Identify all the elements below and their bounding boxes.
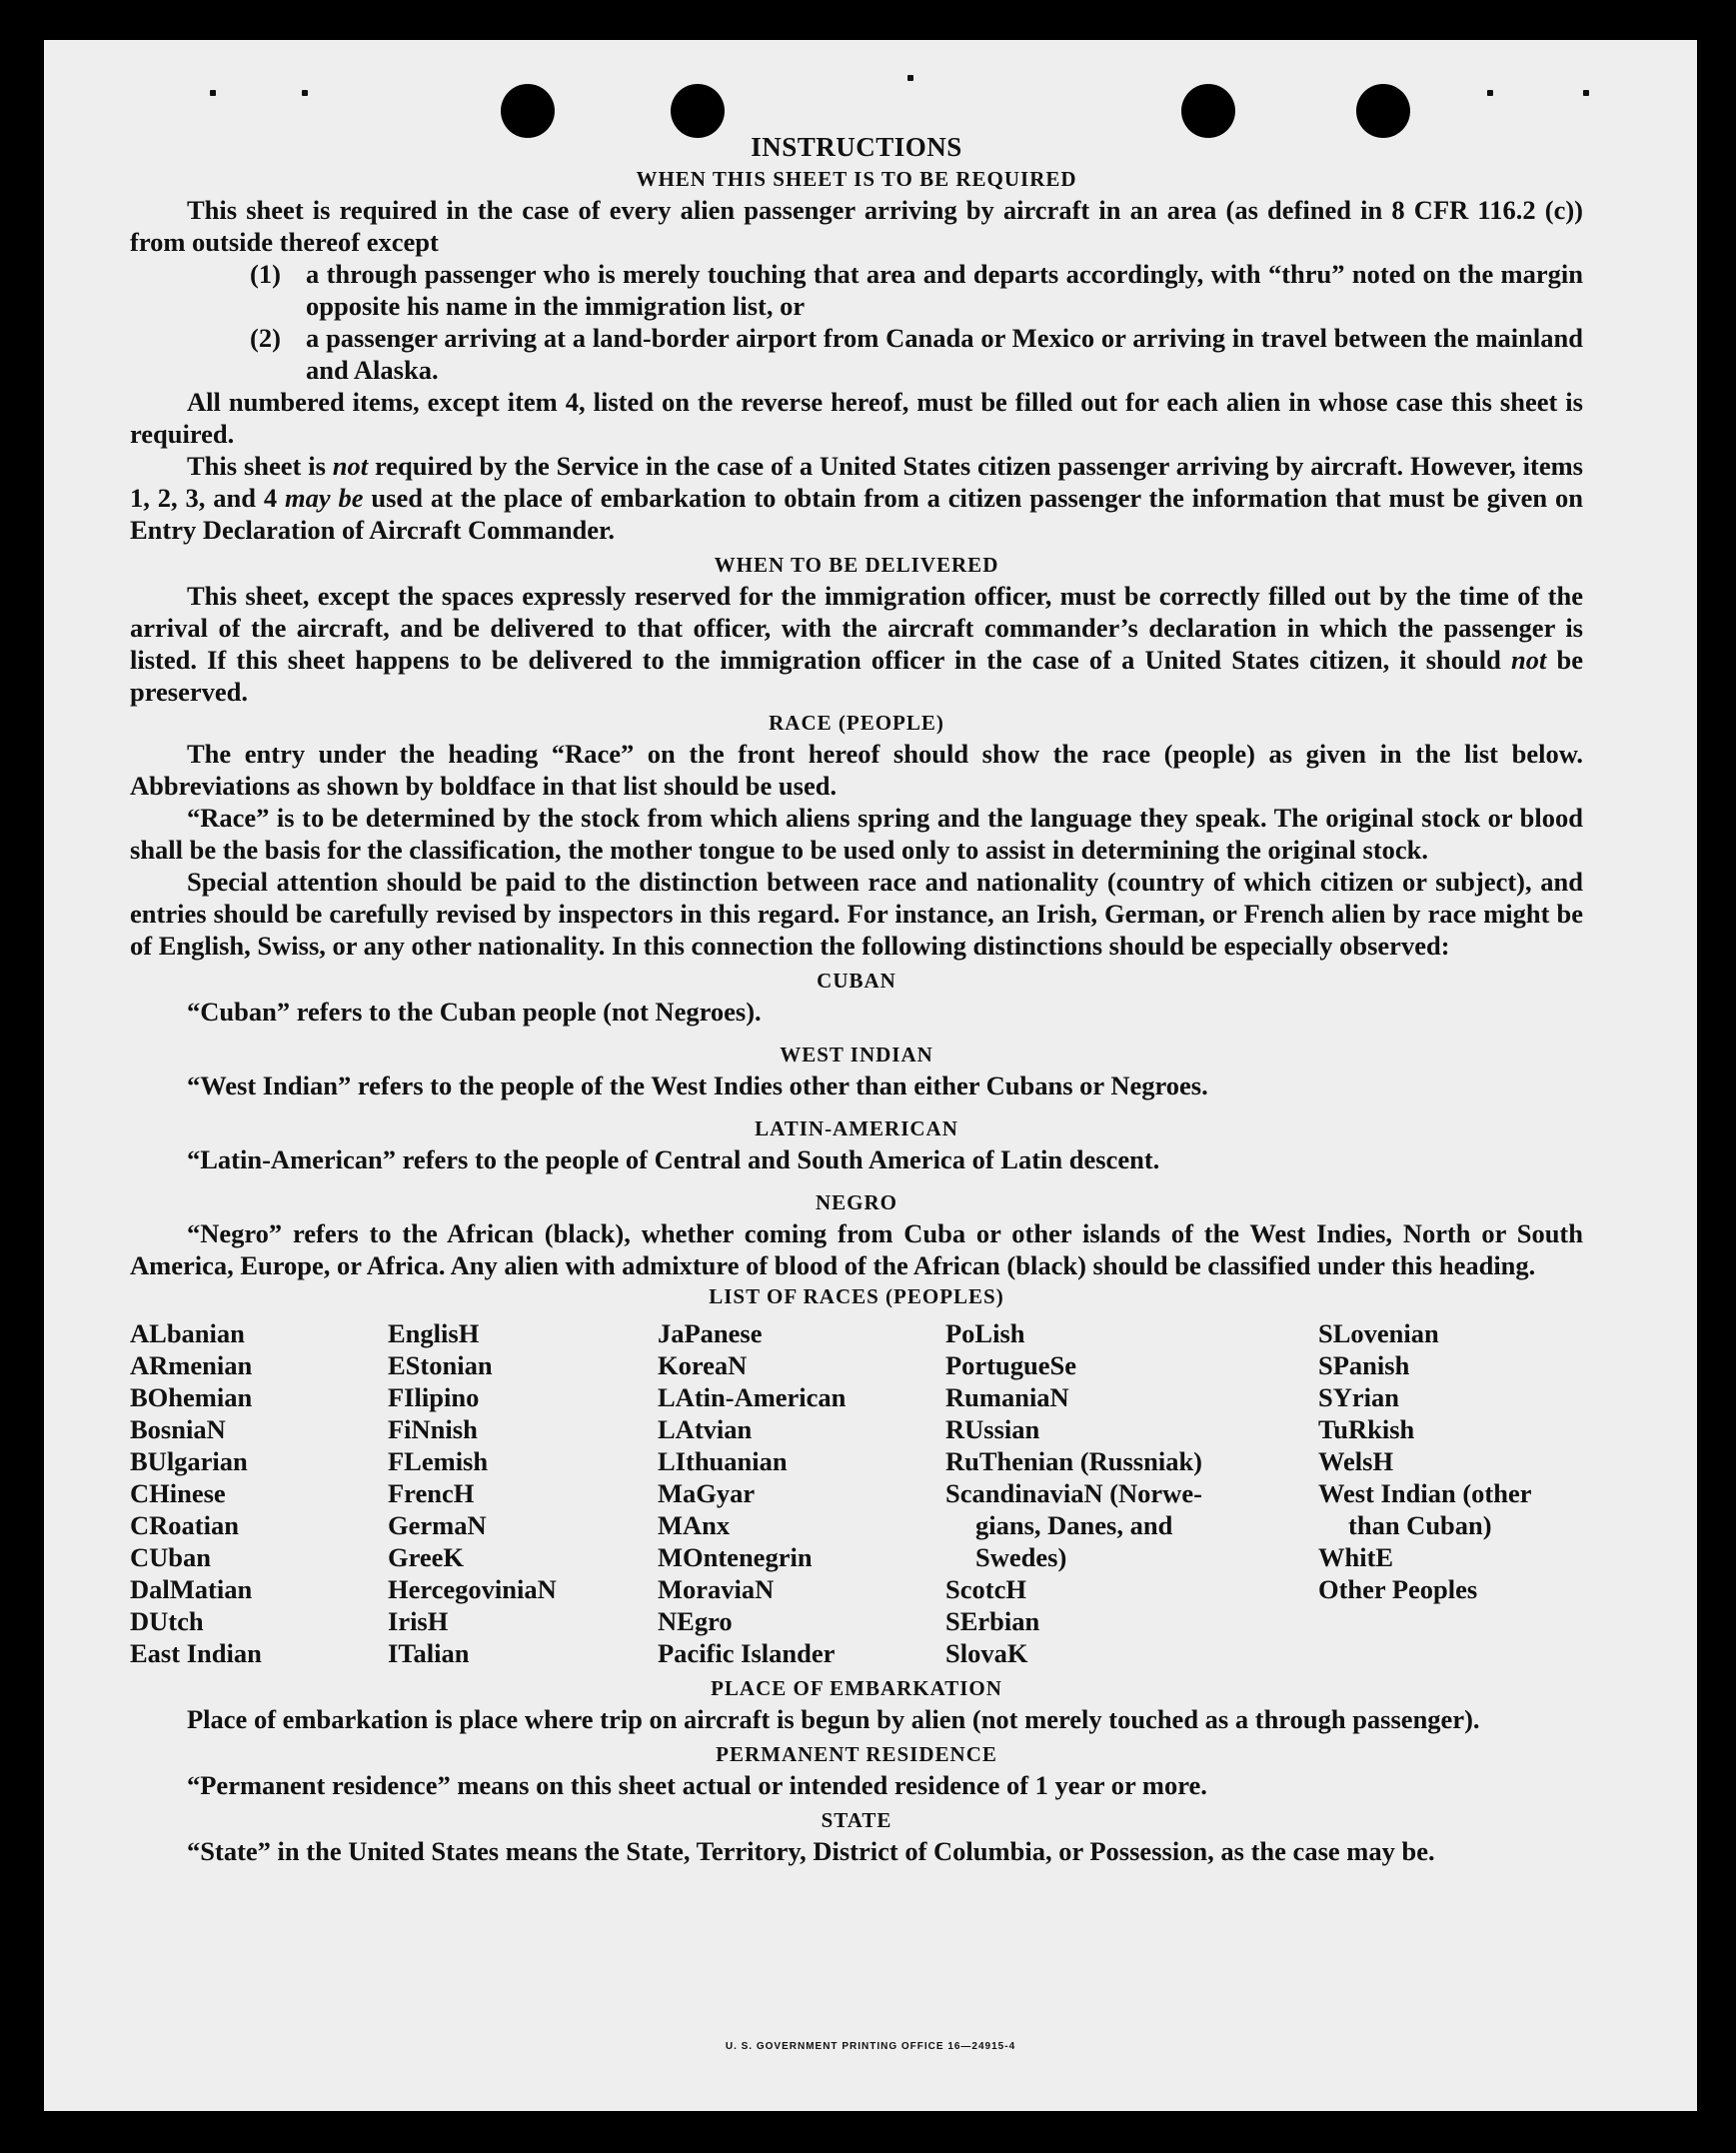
race-entry: KoreaN [658,1350,748,1380]
race-entry: DalMatian [130,1574,253,1604]
race-entry: ARmenian [130,1350,253,1380]
item-number: (1) [250,259,281,289]
race-entry: WhitE [1318,1542,1394,1572]
race-entry: RumaniaN [945,1382,1069,1412]
paragraph: “Permanent residence” means on this sheet actual or intended residence of 1 year or more. [187,1770,1207,1800]
exception-item [130,258,1583,322]
text-run: The entry under the heading “Race” on the front hereof should show the race (people) as given in the list below. Abbreviations as shown by [130,739,1583,801]
race-column [945,1317,1318,1669]
section-heading: STATE [821,1808,892,1832]
race-entry: IrisH [388,1606,449,1636]
section-heading: NEGRO [815,1190,897,1214]
text-run: be preserved. [130,645,1583,707]
race-entry: EnglisH [388,1318,480,1348]
section-heading: LIST OF RACES (PEOPLES) [709,1284,1004,1308]
race-entry: MoraviaN [658,1574,775,1604]
text-run: used at the place of embarkation to obtain from a citizen passenger the information that must be given on Entry Declaration of Aircraft Commander. [130,483,1583,545]
race-entry-continued: gians, Danes, and [975,1510,1173,1540]
text-run: required by the Service in the case of a United States citizen passenger arriving by aircraft. However, items 1, 2, 3, and 4 [130,451,1583,513]
race-entry: PortugueSe [945,1350,1077,1380]
race-entry: SlovaK [945,1638,1028,1668]
race-entry: FrencH [388,1478,475,1508]
paragraph: All numbered items, except item 4, listed on the reverse hereof, must be filled out for each alien in whose case this sheet is required. [130,387,1583,449]
race-entry: FLemish [388,1446,489,1476]
race-entry: West Indian (other [1318,1478,1532,1508]
section-heading: CUBAN [817,969,896,993]
item-number: (2) [250,323,281,353]
race-entry-continued: than Cuban) [1348,1510,1492,1540]
race-entry: ScandinaviaN (Norwe- [945,1478,1202,1508]
item-text: a through passenger who is merely touching that area and departs accordingly, with “thru” noted on the margin opposite his name in the immigration list, or [306,259,1583,321]
race-entry: CRoatian [130,1510,239,1540]
race-entry: MaGyar [658,1478,756,1508]
race-entry: TuRkish [1318,1414,1415,1444]
race-entry: MOntenegrin [658,1542,813,1572]
paragraph: “Cuban” refers to the Cuban people (not Negroes). [187,997,762,1027]
race-entry: MAnx [658,1510,731,1540]
paper-speck [302,90,308,96]
race-entry: PoLish [945,1318,1025,1348]
race-entry: CUban [130,1542,212,1572]
race-entry: BUlgarian [130,1446,248,1476]
race-entry: SYrian [1318,1382,1399,1412]
race-entry: RUssian [945,1414,1040,1444]
race-entry: RuThenian (Russniak) [945,1446,1203,1476]
race-entry: CHinese [130,1478,226,1508]
paragraph: This sheet is required in the case of every alien passenger arriving by aircraft in an area (as defined in 8 CFR 116.2 (c)) from outside thereof except [130,195,1583,257]
italic-text: not [332,451,369,481]
race-column [388,1317,658,1669]
race-entry: Pacific Islander [658,1638,836,1668]
race-entry: FiNnish [388,1414,478,1444]
race-entry: GreeK [388,1542,465,1572]
section-heading: PLACE OF EMBARKATION [711,1676,1002,1700]
race-entry: SPanish [1318,1350,1410,1380]
text-run: in that list should be used. [535,771,838,801]
race-entry: LAtin-American [658,1382,847,1412]
paragraph: Place of embarkation is place where trip on aircraft is begun by alien (not merely touched as a through passenger). [187,1704,1480,1734]
section-heading: LATIN-AMERICAN [755,1116,958,1140]
page-title: INSTRUCTIONS [751,132,962,162]
race-entry-continued: Swedes) [975,1542,1067,1572]
race-entry: GermaN [388,1510,487,1540]
race-column [130,1317,388,1669]
section-heading: WHEN THIS SHEET IS TO BE REQUIRED [636,167,1077,191]
section-heading: WHEN TO BE DELIVERED [714,553,999,577]
paragraph [130,450,1583,546]
section-heading: WEST INDIAN [780,1043,933,1067]
paper-speck [1487,90,1493,96]
text-run: This sheet, except the spaces expressly reserved for the immigration officer, must be correctly filled out by the time of the arrival of the aircraft, and be delivered to that officer, with the aircraft commander’s declaration in which the passenger is listed. If this sheet happens to be delivered to the immigration officer in the case of a United States citizen, it should [130,581,1583,675]
race-entry: East Indian [130,1638,262,1668]
paper-speck [1583,90,1589,96]
race-entry: NEgro [658,1606,733,1636]
paragraph: “Race” is to be determined by the stock from which aliens spring and the language they speak. The original stock or blood shall be the basis for the classification, the mother tongue to be used only to assist in determining the original stock. [130,803,1583,865]
race-entry: BOhemian [130,1382,253,1412]
paragraph [130,580,1583,708]
race-column [1318,1317,1583,1669]
bold-text: boldface [440,771,536,801]
paragraph: “State” in the United States means the State, Territory, District of Columbia, or Possession, as the case may be. [187,1836,1435,1866]
paper-speck [907,75,913,81]
document-sheet [44,40,1697,2111]
printing-office-footer: U. S. GOVERNMENT PRINTING OFFICE 16—24915-4 [725,2041,1016,2052]
race-entry: JaPanese [658,1318,763,1348]
race-entry: FIlipino [388,1382,480,1412]
race-entry: DUtch [130,1606,204,1636]
text-run: This sheet is [187,451,333,481]
race-entry: HercegoviniaN [388,1574,557,1604]
race-entry: SErbian [945,1606,1040,1636]
race-entry: SLovenian [1318,1318,1439,1348]
section-heading: PERMANENT RESIDENCE [716,1742,997,1766]
paragraph: “Negro” refers to the African (black), whether coming from Cuba or other islands of the West Indies, North or South America, Europe, or Africa. Any alien with admixture of blood of the African (black) should be classified under this heading. [130,1218,1583,1280]
paragraph: Special attention should be paid to the distinction between race and nationality (country of which citizen or subject), and entries should be carefully revised by inspectors in this regard. For instance, an Irish, German, or French alien by race might be of English, Swiss, or any other nationality. In this connection the following distinctions should be especially observed: [130,867,1583,961]
race-entry: ITalian [388,1638,470,1668]
race-column [658,1317,945,1669]
instructions-content [130,130,1583,1867]
race-entry: ScotcH [945,1574,1026,1604]
race-entry: ALbanian [130,1318,245,1348]
italic-text: may be [285,483,364,513]
section-heading: RACE (PEOPLE) [769,711,944,735]
race-list [130,1317,1583,1669]
race-entry: LIthuanian [658,1446,788,1476]
exception-item [130,322,1583,386]
italic-text: not [1511,645,1547,675]
item-text: a passenger arriving at a land-border airport from Canada or Mexico or arriving in travel between the mainland and Alaska. [306,323,1583,385]
race-entry: WelsH [1318,1446,1394,1476]
race-entry: LAtvian [658,1414,753,1444]
race-entry: BosniaN [130,1414,226,1444]
paper-speck [210,90,216,96]
paragraph: “West Indian” refers to the people of the West Indies other than either Cubans or Negroes. [187,1071,1208,1100]
race-entry: Other Peoples [1318,1574,1478,1604]
paragraph: “Latin-American” refers to the people of Central and South America of Latin descent. [187,1144,1160,1174]
race-entry: EStonian [388,1350,493,1380]
paragraph [130,738,1583,802]
